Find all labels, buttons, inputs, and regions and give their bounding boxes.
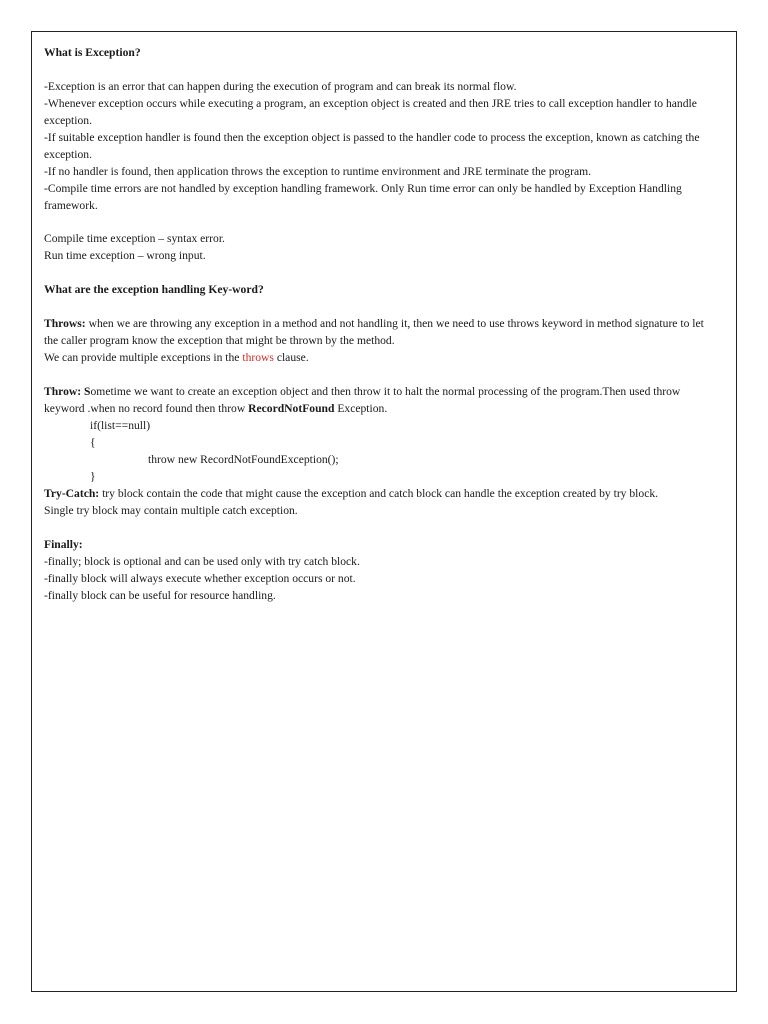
exception-point-3: -If suitable exception handler is found then the exception object is passed to the handler code to process the exception, known as catching the exception.	[44, 131, 700, 161]
code-line-2: {	[90, 436, 96, 449]
throws-text: when we are throwing any exception in a method and not handling it, then we need to use throws keyword in method signature to let the caller program know the exception that might be thrown by the method.	[44, 317, 704, 347]
code-line-4: }	[90, 470, 96, 483]
throws-line-2	[44, 349, 720, 366]
throws-paragraph	[44, 315, 720, 349]
document-body	[44, 44, 720, 604]
exception-point-4: -If no handler is found, then application throws the exception to runtime environment and JRE terminate the program.	[44, 165, 592, 178]
throws-line2-before: We can provide multiple exceptions in the	[44, 351, 243, 364]
heading-what-is-exception: What is Exception?	[44, 46, 141, 59]
exception-point-2: -Whenever exception occurs while executing a program, an exception object is created and then JRE tries to call exception handler to handle exception.	[44, 97, 697, 127]
heading-keywords: What are the exception handling Key-word?	[44, 283, 264, 296]
throw-bold-word: RecordNotFound	[248, 402, 335, 415]
compile-time-line: Compile time exception – syntax error.	[44, 232, 225, 245]
trycatch-paragraph	[44, 485, 720, 502]
throws-line2-after: clause.	[273, 351, 309, 364]
finally-point-3: -finally block can be useful for resource handling.	[44, 589, 276, 602]
throws-label: Throws:	[44, 317, 86, 330]
trycatch-line-2: Single try block may contain multiple catch exception.	[44, 504, 298, 517]
finally-point-1: -finally; block is optional and can be used only with try catch block.	[44, 555, 360, 568]
throw-text-2: Exception.	[334, 402, 388, 415]
exception-point-5: -Compile time errors are not handled by exception handling framework. Only Run time error can only be handled by Exception Handling framework.	[44, 182, 682, 212]
code-line-1: if(list==null)	[90, 419, 151, 432]
run-time-line: Run time exception – wrong input.	[44, 249, 206, 262]
throws-highlight: throws	[242, 351, 274, 364]
trycatch-label: Try-Catch:	[44, 487, 100, 500]
throw-paragraph	[44, 383, 720, 417]
finally-point-2: -finally block will always execute whether exception occurs or not.	[44, 572, 356, 585]
throw-label: Throw: S	[44, 385, 91, 398]
exception-point-1: -Exception is an error that can happen during the execution of program and can break its normal flow.	[44, 80, 517, 93]
code-line-3: throw new RecordNotFoundException();	[148, 453, 339, 466]
heading-finally: Finally:	[44, 538, 83, 551]
throw-text-1: ometime we want to create an exception object and then throw it to halt the normal processing of the program.Then used throw keyword .when no record found then throw	[44, 385, 681, 415]
trycatch-text: try block contain the code that might cause the exception and catch block can handle the exception created by try block.	[99, 487, 659, 500]
